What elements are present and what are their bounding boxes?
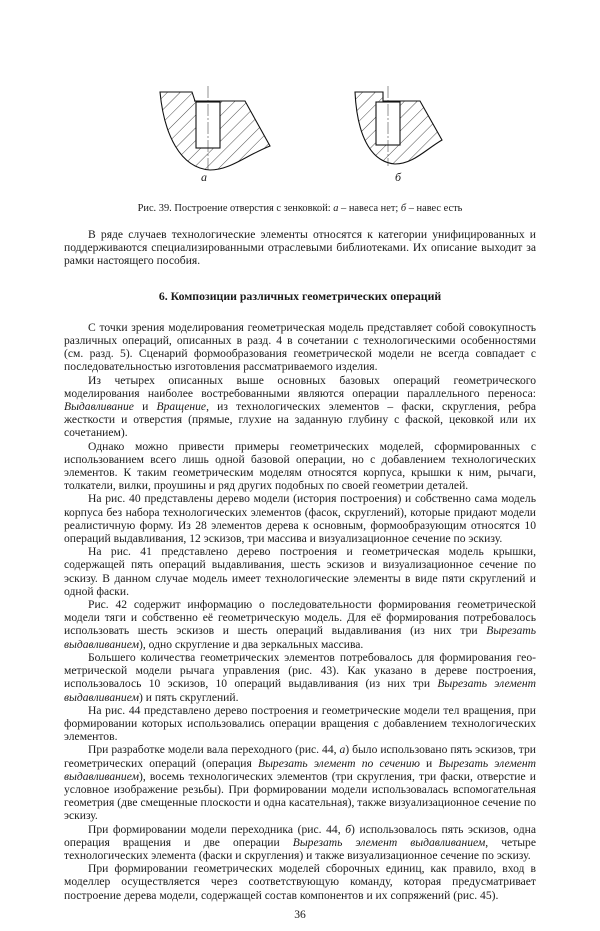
- text-run: Большего количества геометрических элементов потребовалось для формирования геометрической модели рычага управления (рис. 43). Как указано в дереве построения, использовалось 10 эскизов, 10 операций выдавливания (из них три: [64, 650, 536, 691]
- paragraph: [64, 862, 536, 902]
- text-run: На рис. 40 представлены дерево модели (история построения) и собственно сама модель корпуса без набора технологических элементов (фасок, скруглений), которые придают модели реалистичную форму. Из 28 элементов дерева к основным, формообразующим относятся 10 операций выдавливания, 12 эскизов, три массива и визуализационное сечение по эскизу.: [64, 492, 536, 546]
- text-run: Рис. 42 содержит информацию о последовательности формирования геометрической модели тяги и собственно её геометрическую модель. Для её формирования потребовалось использовать шесть эскизов и шесть операций выдавливания (из них три: [64, 598, 536, 638]
- text-run: Однако можно привести примеры геометрических моделей, сформированных с использованием всего лишь одной базовой операции, но с добавлением технологических элементов. К таким геометрическим моделям относятся корпуса, крышки к ним, рычаги, толкатели, вилки, проушины и ряд других подобных по своей геометрии деталей.: [64, 439, 536, 493]
- paragraph: [64, 228, 536, 268]
- text-run: При формировании геометрических моделей сборочных единиц, как правило, вход в моделлер осуществляется через соответствующую команду, которая предусматривает построение дерева модели, содержащей состав компонентов и их сопряжений (рис. 45).: [64, 862, 536, 902]
- text-run: – навеса нет;: [338, 203, 401, 214]
- paragraph: [64, 743, 536, 822]
- figure-label-b: б: [395, 170, 402, 184]
- figure-label-a: а: [201, 170, 207, 184]
- text-run: , из технологических элементов – фаски, скругления, ребра жесткости и отверстия (прямые, глухие на заданную глубину с фаской, цековкой или их сочетанием).: [64, 400, 536, 440]
- italic-term: Вырезать элемент выдавливанием: [64, 677, 536, 704]
- italic-term: Вырезать элемент выдавливанием: [64, 756, 536, 783]
- text-run: ), восемь технологических элементов (три скругления, три фаски, отверстие и условное изображение резьбы). При формировании модели использовалась вспомогательная геометрия (две смещенные плоскости и одна касательная), также визуализационное сечение по эскизу.: [64, 769, 536, 823]
- text-run: На рис. 44 представлено дерево построения и геометрические модели тел вращения, при формировании которых использовались операции вращения с добавлением технологических элементов.: [64, 703, 536, 744]
- paragraph: [64, 374, 536, 440]
- paragraph: [64, 321, 536, 374]
- paragraph: [64, 651, 536, 704]
- page-number: 36: [294, 907, 306, 921]
- italic-term: Вырезать выдавливанием: [64, 624, 536, 651]
- paragraph: [64, 704, 536, 744]
- text-run: ), одно скругление и два зеркальных массива.: [139, 637, 364, 651]
- text-run: При формировании модели переходника (рис. 44,: [88, 822, 346, 836]
- italic-term: Вырезать элемент по сечению: [257, 756, 420, 770]
- text-run: и: [419, 756, 439, 770]
- text-run: ) использовалось пять эскизов, одна операция вращения и две операции: [64, 822, 536, 849]
- italic-term: Выдавливание: [64, 400, 134, 414]
- text-run: С точки зрения моделирования геометрическая модель представляет собой совокупность различных операций, описанных в разд. 4 в сочетании с технологическими особенностями (см. разд. 5). Сценарий формообразования геометрической модели не всегда совпадает с последовательностью изготовления рассматриваемого изделия.: [64, 320, 536, 374]
- text-run: , четыре технологических элемента (фаски и скругления) и также визуализационное сечение по эскизу.: [64, 835, 536, 862]
- text-run: ) было использовано пять эскизов, три геометрических операций (операция: [64, 743, 536, 770]
- text-run: и: [133, 400, 157, 414]
- text-run: ) и пять скруглений.: [139, 690, 239, 704]
- paragraph: [64, 492, 536, 545]
- paragraph: [64, 545, 536, 598]
- text-run: – навес есть: [406, 203, 463, 214]
- italic-term: б: [400, 203, 407, 214]
- section-heading: 6. Композиции различных геометрических операций: [158, 288, 442, 303]
- text-run: В ряде случаев технологические элементы относятся к категории унифицированных и поддерживаются специализированными отраслевыми библиотеками. Их описание выходит за рамки настоящего пособия.: [64, 228, 536, 268]
- text-run: Рис. 39. Построение отверстия с зенковкой:: [137, 203, 334, 214]
- italic-term: а: [339, 743, 346, 757]
- text-run: Из четырех описанных выше основных базовых операций геометрического моделирования наиболее востребованными являются операции параллельного переноса:: [64, 373, 536, 400]
- italic-term: Вырезать элемент выдавливанием: [292, 835, 486, 849]
- italic-term: а: [333, 203, 339, 214]
- text-run: На рис. 41 представлено дерево построения и геометрическая модель крышки, содержащей пять операций выдавливания, шесть эскизов и визуализационное сечение по эскизу. В данном случае модель имеет технологические элементы в виде пяти скруглений и одной фаски.: [64, 545, 536, 598]
- body-text: [64, 228, 536, 931]
- italic-term: Вращение: [156, 400, 207, 414]
- paragraph: [64, 440, 536, 493]
- figure-39a-drawing: [150, 84, 280, 174]
- paragraph: [64, 598, 536, 651]
- figure-39b-drawing: [345, 84, 465, 174]
- italic-term: б: [345, 822, 352, 836]
- paragraph: [64, 823, 536, 863]
- figure-caption: [0, 203, 600, 214]
- text-run: При разработке модели вала переходного (рис. 44,: [88, 743, 340, 757]
